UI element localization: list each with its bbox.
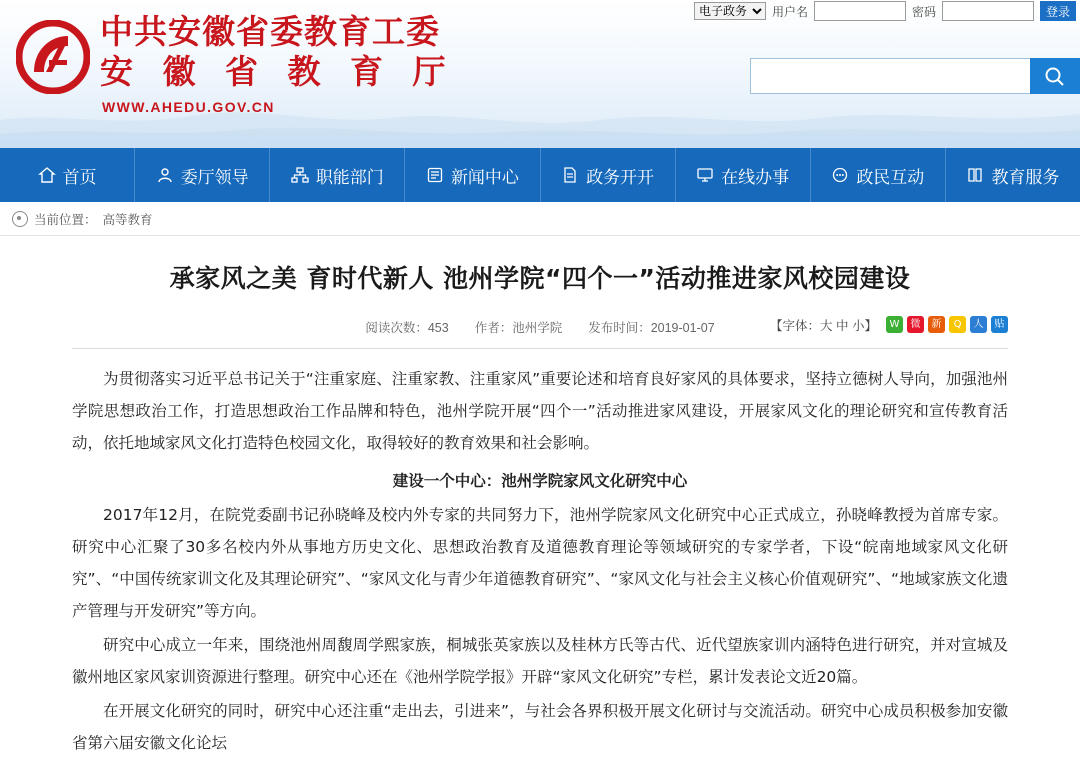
nav-item-departments[interactable] — [270, 148, 405, 202]
sitemap-icon — [291, 166, 309, 184]
nav-item-online-services[interactable] — [676, 148, 811, 202]
article-title: 承家风之美 育时代新人 池州学院“四个一”活动推进家风校园建设 — [169, 264, 911, 293]
egov-select[interactable] — [694, 2, 766, 20]
breadcrumb-current[interactable]: 高等教育 — [102, 212, 153, 227]
nav-item-label: 政务开开 — [586, 167, 655, 188]
nav-item-education-services[interactable] — [946, 148, 1080, 202]
username-label: 用户名 — [771, 4, 808, 19]
site-search — [750, 58, 1080, 94]
search-button[interactable] — [1030, 58, 1080, 94]
search-input[interactable] — [750, 58, 1030, 94]
monitor-icon — [696, 166, 714, 184]
main-navigation — [0, 148, 1080, 202]
document-icon — [561, 166, 579, 184]
nav-item-label: 在线办事 — [721, 167, 790, 188]
password-label: 密码 — [911, 4, 936, 19]
chat-icon — [831, 166, 849, 184]
username-input[interactable] — [814, 1, 906, 21]
article-container — [0, 236, 1080, 759]
nav-item-label: 教育服务 — [991, 167, 1060, 188]
nav-item-government-affairs[interactable] — [541, 148, 676, 202]
weibo-icon[interactable]: 微 — [907, 316, 924, 333]
site-url-text: WWW.AHEDU.GOV.CN — [102, 98, 275, 115]
font-size-label[interactable]: 【字体：大 中 小】 — [770, 318, 877, 333]
location-icon — [12, 211, 28, 227]
article-author: 作者：池州学院 — [474, 320, 563, 335]
login-button[interactable]: 登录 — [1040, 1, 1076, 21]
nav-item-label: 新闻中心 — [450, 167, 519, 188]
article-paragraph: 在开展文化研究的同时，研究中心还注重“走出去，引进来”，与社会各界积极开展文化研讨与交流活动。研究中心成员积极参加安徽省第六届安徽文化论坛 — [72, 701, 1008, 752]
site-logo-block[interactable] — [16, 14, 454, 115]
news-icon — [426, 166, 444, 184]
nav-item-interaction[interactable] — [811, 148, 946, 202]
nav-item-home[interactable] — [0, 148, 135, 202]
article-views: 阅读次数：453 — [365, 320, 449, 335]
qzone-icon[interactable]: Q — [949, 316, 966, 333]
nav-item-label: 首页 — [62, 167, 97, 188]
renren-icon[interactable]: 人 — [970, 316, 987, 333]
nav-item-label: 政民互动 — [856, 167, 925, 188]
search-icon — [1043, 66, 1067, 86]
book-icon — [966, 166, 984, 184]
org-name-line2: 安 徽 省 教 育 厅 — [100, 52, 455, 92]
sina-icon[interactable]: 新 — [928, 316, 945, 333]
nav-item-leaders[interactable] — [135, 148, 270, 202]
article-meta — [72, 318, 1008, 336]
nav-item-label: 委厅领导 — [180, 167, 249, 188]
article-paragraph: 研究中心成立一年来，围绕池州周馥周学熙家族，桐城张英家族以及桂林方氏等古代、近代望族家训内涵特色进行研究，并对宣城及徽州地区家风家训资源进行整理。研究中心还在《池州学院学报》开辟“家风文化研究”专栏，累计发表论文近20篇。 — [72, 635, 1008, 686]
user-tie-icon — [156, 166, 174, 184]
article-date: 发布时间：2019-01-07 — [588, 320, 715, 335]
tieba-icon[interactable]: 贴 — [991, 316, 1008, 333]
share-bar — [886, 316, 1008, 333]
breadcrumb-prefix: 当前位置： — [34, 212, 97, 227]
org-name-line1: 中共安徽省委教育工委 — [100, 12, 440, 51]
meta-divider — [72, 348, 1008, 349]
breadcrumb — [0, 202, 1080, 236]
article-paragraph: 2017年12月，在院党委副书记孙晓峰及校内外专家的共同努力下，池州学院家风文化研究中心正式成立，孙晓峰教授为首席专家。研究中心汇聚了30多名校内外从事地方历史文化、思想政治教育及道德教育理论等领域研究的专家学者，下设“皖南地域家风文化研究”、“中国传统家训文化及其理论研究”、“家风文化与青少年道德教育研究”、“家风文化与社会主义核心价值观研究”、“地域家族文化遗产管理与开发研究”等方向。 — [72, 505, 1008, 620]
site-logo-text — [100, 14, 454, 115]
article-paragraph: 为贯彻落实习近平总书记关于“注重家庭、注重家教、注重家风”重要论述和培育良好家风的具体要求，坚持立德树人导向，加强池州学院思想政治工作，打造思想政治工作品牌和特色，池州学院开展“四个一”活动推进家风建设，开展家风文化的理论研究和宣传教育活动，依托地域家风文化打造特色校园文化，取得较好的教育效果和社会影响。 — [72, 369, 1008, 452]
ahedu-emblem-icon — [16, 20, 90, 94]
article-tools — [770, 316, 1008, 334]
nav-item-news[interactable] — [405, 148, 540, 202]
site-header — [0, 0, 1080, 148]
top-login-bar — [0, 0, 1080, 22]
password-input[interactable] — [942, 1, 1034, 21]
article-body — [72, 363, 1008, 759]
nav-item-label: 职能部门 — [315, 167, 384, 188]
wechat-icon[interactable]: W — [886, 316, 903, 333]
article-subheading: 建设一个中心：池州学院家风文化研究中心 — [392, 471, 688, 490]
home-icon — [38, 166, 56, 184]
